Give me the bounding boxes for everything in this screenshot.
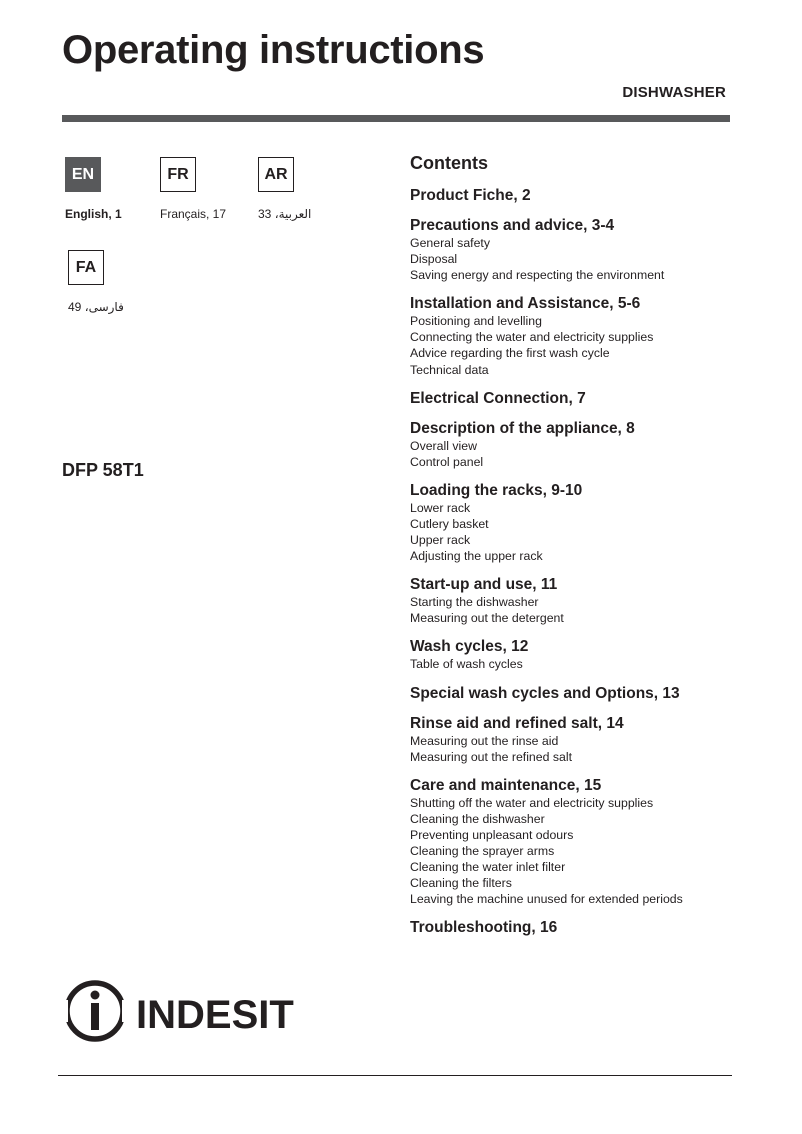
language-label[interactable]: العربية، 33 [258,207,312,221]
language-fa[interactable] [68,250,208,314]
contents-section-title[interactable]: Start-up and use, 11 [410,576,558,594]
contents-subsection[interactable]: Cutlery basket [410,516,489,531]
contents-subsection[interactable]: Positioning and levelling [410,314,542,329]
language-label[interactable]: English, 1 [65,207,122,221]
contents-subsection[interactable]: Disposal [410,252,458,267]
contents-subsection[interactable]: Cleaning the sprayer arms [410,843,555,858]
contents-subsection[interactable]: Starting the dishwasher [410,595,539,610]
brand-name: INDESIT [136,993,294,1037]
footer-divider [58,1075,732,1076]
contents-subsection[interactable]: Adjusting the upper rack [410,549,543,564]
contents-section [410,714,740,765]
contents-section-title[interactable]: Wash cycles, 12 [410,638,529,656]
contents-subsection[interactable]: Cleaning the dishwasher [410,811,545,826]
contents-section [410,637,740,672]
product-type: DISHWASHER [622,84,726,101]
contents-section-title[interactable]: Care and maintenance, 15 [410,776,602,794]
contents-subsection[interactable]: Lower rack [410,500,471,515]
language-code-box[interactable]: FA [68,250,104,285]
contents-subsection[interactable]: Shutting off the water and electricity supplies [410,795,654,810]
contents-section-title[interactable]: Loading the racks, 9-10 [410,481,583,499]
contents-subsection[interactable]: Advice regarding the first wash cycle [410,346,610,361]
contents-subsection[interactable]: Table of wash cycles [410,657,523,672]
contents-subsection[interactable]: Overall view [410,438,477,453]
logo-i-stem [91,1003,99,1030]
contents-subsection[interactable]: Cleaning the filters [410,876,512,891]
contents-title: Contents [410,153,488,173]
contents-section-title[interactable]: Product Fiche, 2 [410,187,531,204]
logo-i-dot [91,991,100,1000]
contents-section [410,389,740,408]
language-code-box[interactable]: AR [258,157,294,192]
contents-section [410,575,740,626]
contents-section-title[interactable]: Description of the appliance, 8 [410,419,635,437]
language-label[interactable]: فارسی، 49 [68,300,124,314]
contents-subsection[interactable]: Connecting the water and electricity supplies [410,330,654,345]
header-divider [62,115,730,122]
contents-section [410,918,740,937]
page-title: Operating instructions [62,28,485,72]
logo-ring-gap-right [122,1000,130,1022]
contents-subsection[interactable]: Measuring out the rinse aid [410,733,559,748]
contents-section-title[interactable]: Precautions and advice, 3-4 [410,217,615,234]
contents-section [410,419,740,470]
contents-section-title[interactable]: Installation and Assistance, 5-6 [410,295,641,313]
language-ar[interactable] [258,157,398,221]
contents-section [410,481,740,564]
language-code-box[interactable]: EN [65,157,101,192]
model-number: DFP 58T1 [62,460,144,480]
contents-section-title[interactable]: Rinse aid and refined salt, 14 [410,714,624,732]
contents-section [410,186,740,205]
contents-subsection[interactable]: Cleaning the water inlet filter [410,860,566,875]
contents-section-title[interactable]: Electrical Connection, 7 [410,389,586,407]
contents-section [410,216,740,283]
contents-subsection[interactable]: Leaving the machine unused for extended periods [410,892,683,907]
contents-subsection[interactable]: Measuring out the refined salt [410,749,573,764]
contents-section [410,294,740,377]
logo-ring-gap-left [62,1000,68,1022]
contents-subsection[interactable]: Control panel [410,454,484,469]
language-code-box[interactable]: FR [160,157,196,192]
contents-subsection[interactable]: Preventing unpleasant odours [410,827,574,842]
contents-section [410,684,740,703]
contents-section [410,776,740,908]
contents-subsection[interactable]: General safety [410,236,490,250]
table-of-contents [410,151,740,948]
contents-subsection[interactable]: Measuring out the detergent [410,611,564,626]
indesit-logo-icon [62,978,302,1044]
language-label[interactable]: Français, 17 [160,207,227,221]
contents-subsection[interactable]: Upper rack [410,533,471,548]
contents-section-title[interactable]: Troubleshooting, 16 [410,919,558,937]
contents-section-title[interactable]: Special wash cycles and Options, 13 [410,684,680,702]
contents-subsection[interactable]: Technical data [410,362,489,377]
contents-subsection[interactable]: Saving energy and respecting the environment [410,268,665,283]
